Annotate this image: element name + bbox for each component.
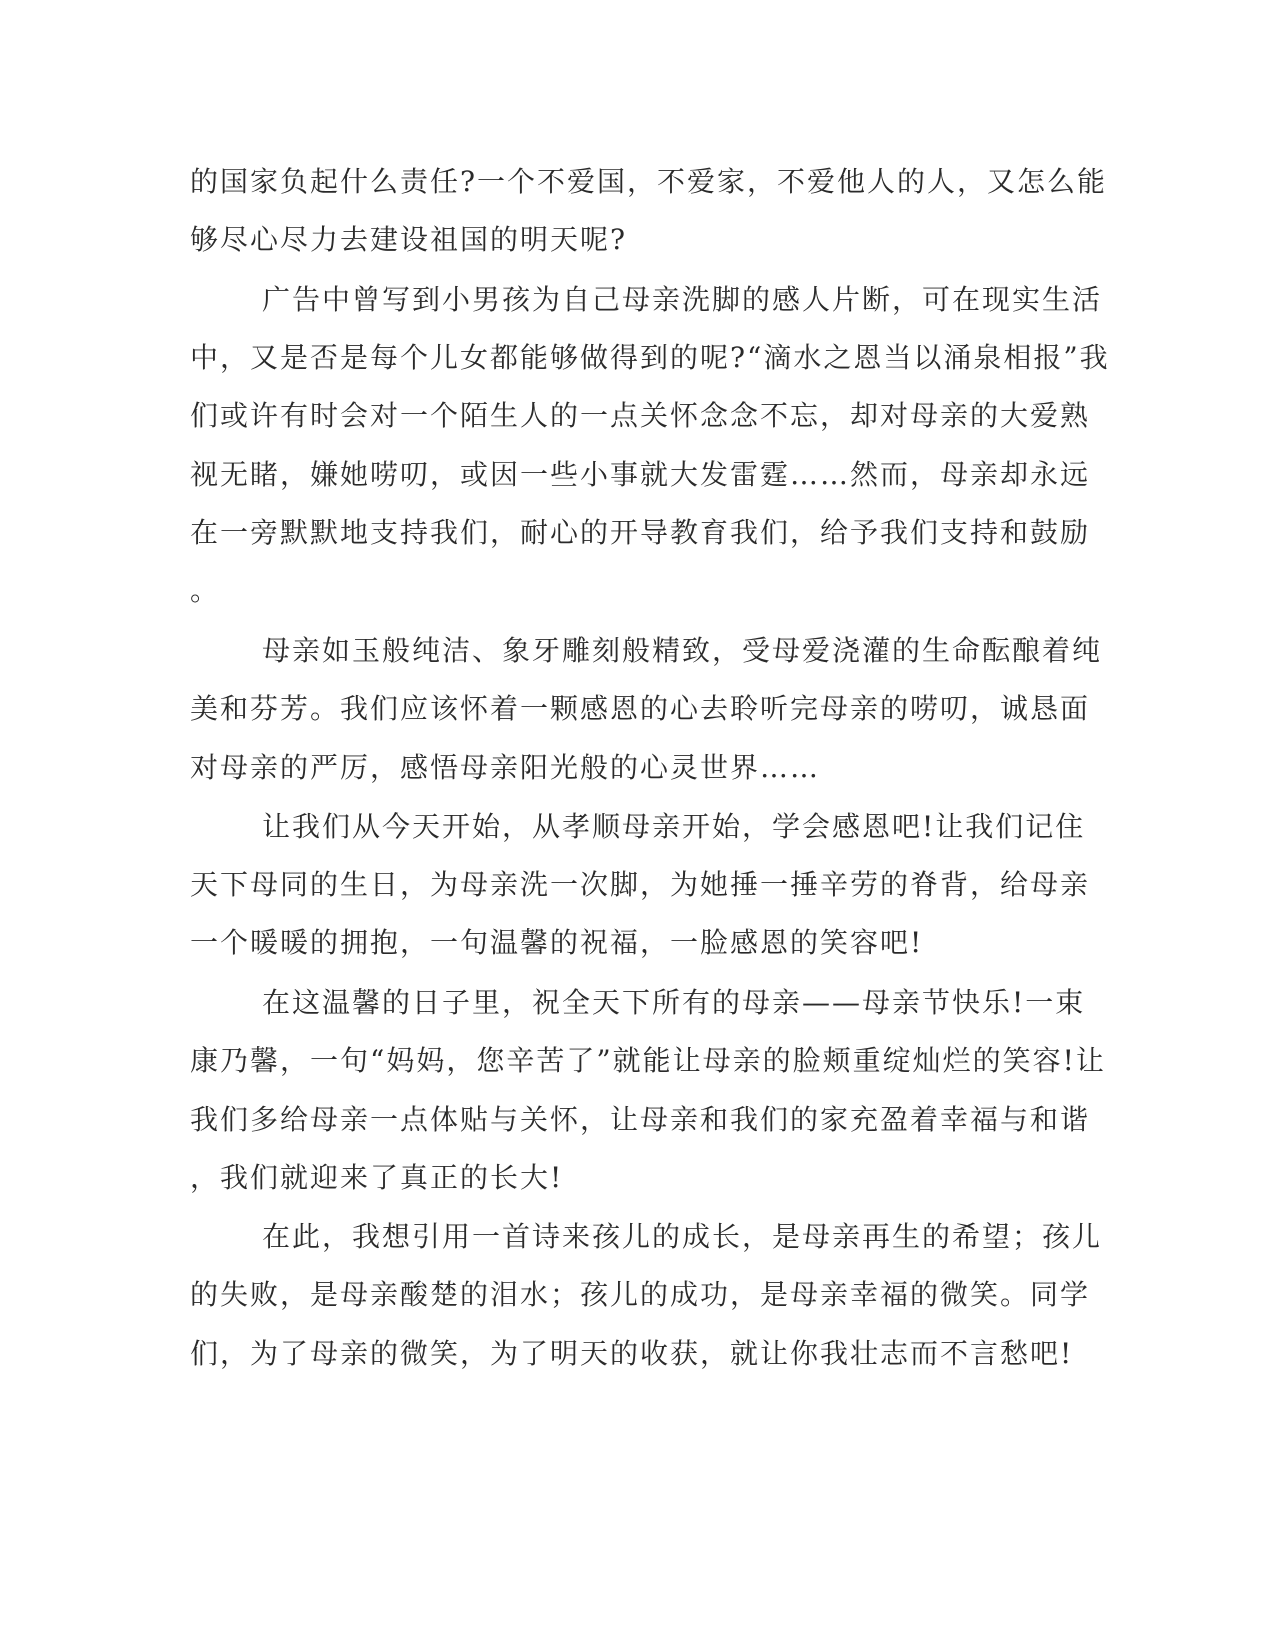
text-line: 美和芬芳。我们应该怀着一颗感恩的心去聆听完母亲的唠叨，诚恳面	[190, 692, 1091, 725]
text-line: 在一旁默默地支持我们，耐心的开导教育我们，给予我们支持和鼓励	[190, 516, 1091, 549]
text-line: 。	[190, 574, 221, 607]
paragraph-first-line: 母亲如玉般纯洁、象牙雕刻般精致，受母爱浇灌的生命酝酿着纯	[262, 634, 1103, 667]
paragraph-first-line: 在此，我想引用一首诗来孩儿的成长，是母亲再生的希望；孩儿	[262, 1220, 1103, 1253]
text-line: 视无睹，嫌她唠叨，或因一些小事就大发雷霆……然而，母亲却永远	[190, 458, 1091, 491]
text-line: 一个暖暖的拥抱，一句温馨的祝福，一脸感恩的笑容吧!	[190, 926, 924, 959]
text-line: 中，又是否是每个儿女都能够做得到的呢?“滴水之恩当以涌泉相报”我	[190, 341, 1110, 374]
text-line: 我们多给母亲一点体贴与关怀，让母亲和我们的家充盈着幸福与和谐	[190, 1103, 1091, 1136]
text-line: 们，为了母亲的微笑，为了明天的收获，就让你我壮志而不言愁吧!	[190, 1337, 1074, 1370]
text-line: 康乃馨，一句“妈妈，您辛苦了”就能让母亲的脸颊重绽灿烂的笑容!让	[190, 1044, 1106, 1077]
text-line: 够尽心尽力去建设祖国的明天呢?	[190, 223, 628, 256]
text-line: 们或许有时会对一个陌生人的一点关怀念念不忘，却对母亲的大爱熟	[190, 399, 1091, 432]
text-line: 对母亲的严厉，感悟母亲阳光般的心灵世界……	[190, 751, 821, 784]
text-line: 天下母同的生日，为母亲洗一次脚，为她捶一捶辛劳的脊背，给母亲	[190, 868, 1091, 901]
paragraph-first-line: 广告中曾写到小男孩为自己母亲洗脚的感人片断，可在现实生活	[262, 283, 1103, 316]
paragraph-first-line: 在这温馨的日子里，祝全天下所有的母亲——母亲节快乐!一束	[262, 986, 1086, 1019]
text-line: 的失败，是母亲酸楚的泪水；孩儿的成功，是母亲幸福的微笑。同学	[190, 1278, 1091, 1311]
paragraph-first-line: 让我们从今天开始，从孝顺母亲开始，学会感恩吧!让我们记住	[262, 810, 1086, 843]
text-line: 的国家负起什么责任?一个不爱国，不爱家，不爱他人的人，又怎么能	[190, 165, 1108, 198]
text-line: ，我们就迎来了真正的长大!	[190, 1161, 564, 1194]
